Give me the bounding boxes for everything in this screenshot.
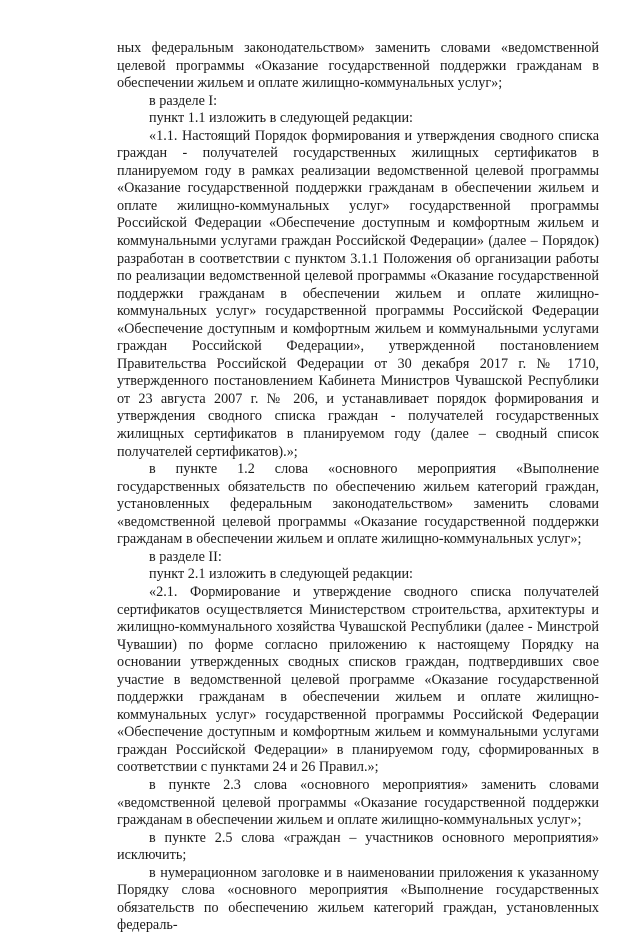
paragraph-clause-1-2: в пункте 1.2 слова «основного мероприятия «Выполнение государственных обязательств по обеспечению жильем категорий граждан, установленных федеральным законодательством» заменить словами «ведомственной целевой программы «Оказание государственной поддержки гражданам в обеспечении жильем и оплате жилищно-коммунальных услуг»; bbox=[117, 461, 599, 548]
paragraph-section-2-heading: в разделе II: bbox=[149, 548, 222, 565]
paragraph-clause-2-1-text: «2.1. Формирование и утверждение сводного списка получателей сертификатов осуществляется Министерством строительства, архитектуры и жилищно-коммунального хозяйства Чувашской Республики (далее - Минстрой Чувашии) по форме согласно приложению к настоящему Порядку на основании утвержденных сводных списков граждан, подтвердивших свое участие в ведомственной целевой программе «Оказание государственной поддержки гражданам в обеспечении жильем и оплате жилищно-коммунальных услуг» государственной программы Российской Федерации «Обеспечение доступным и комфортным жильем и коммунальными услугами граждан Российской Федерации» в планируемом году, сформированных в соответствии с пунктами 24 и 26 Правил.»; bbox=[117, 583, 599, 776]
paragraph-appendix-heading: в нумерационном заголовке и в наименовании приложения к указанному Порядку слова «основного мероприятия «Выполнение государственных обязательств по обеспечению жильем категорий граждан, установленных федераль- bbox=[117, 864, 599, 934]
paragraph-clause-1-1-intro: пункт 1.1 изложить в следующей редакции: bbox=[149, 110, 413, 127]
paragraph-continuation: ных федеральным законодательством» заменить словами «ведомственной целевой программы «Оказание государственной поддержки гражданам в обеспечении жильем и оплате жилищно-коммунальных услуг»; bbox=[117, 40, 599, 92]
paragraph-clause-2-5: в пункте 2.5 слова «граждан – участников основного мероприятия» исключить; bbox=[117, 829, 599, 864]
document-body bbox=[117, 40, 599, 935]
paragraph-clause-1-1-text: «1.1. Настоящий Порядок формирования и утверждения сводного списка граждан - получателей государственных жилищных сертификатов в планируемом году в рамках реализации ведомственной целевой программы «Оказание государственной поддержки гражданам в обеспечении жильем и оплате жилищно-коммунальных услуг» государственной программы Российской Федерации «Обеспечение доступным и комфортным жильем и коммунальными услугами граждан Российской Федерации» (далее – Порядок) разработан в соответствии с пунктом 3.1.1 Положения об организации работы по реализации ведомственной целевой программы «Оказание государственной поддержки гражданам в обеспечении жильем и оплате жилищно-коммунальных услуг» государственной программы Российской Федерации «Обеспечение доступным и комфортным жильем и коммунальными услугами граждан Российской Федерации», утвержденной постановлением Правительства Российской Федерации от 30 декабря 2017 г. № 1710, утвержденного постановлением Кабинета Министров Чувашской Республики от 23 августа 2007 г. № 206, и устанавливает порядок формирования и утверждения сводного списка граждан - получателей государственных жилищных сертификатов в планируемом году (далее – сводный список получателей сертификатов).»; bbox=[117, 127, 599, 460]
paragraph-clause-2-3: в пункте 2.3 слова «основного мероприятия» заменить словами «ведомственной целевой программы «Оказание государственной поддержки гражданам в обеспечении жильем и оплате жилищно-коммунальных услуг»; bbox=[117, 776, 599, 829]
paragraph-section-1-heading: в разделе I: bbox=[149, 92, 218, 109]
paragraph-clause-2-1-intro: пункт 2.1 изложить в следующей редакции: bbox=[149, 566, 413, 583]
